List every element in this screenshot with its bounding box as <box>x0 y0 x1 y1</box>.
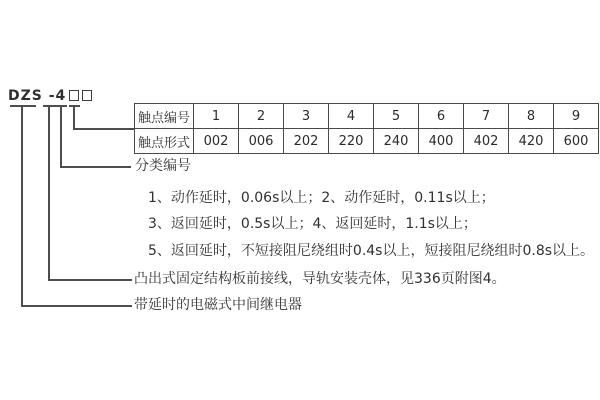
contact-form-cell: 400 <box>419 129 464 154</box>
contact-form-header: 触点形式 <box>135 129 194 154</box>
contact-number-cell: 6 <box>419 104 464 129</box>
connector-bar-prefix <box>10 105 36 107</box>
connector-line-to-relay-type <box>21 305 132 307</box>
connector-stem-prefix <box>21 105 23 307</box>
connector-line-to-table <box>73 128 136 130</box>
contact-form-row <box>135 129 599 154</box>
model-code-text: DZS -4 <box>8 88 67 104</box>
contact-form-cell: 240 <box>374 129 419 154</box>
note-line-2: 3、返回延时，0.5s以上；4、返回延时，1.1s以上； <box>148 216 477 232</box>
note-line-1: 1、动作延时，0.06s以上；2、动作延时，0.11s以上； <box>148 190 495 206</box>
model-placeholder-box-1 <box>69 90 79 101</box>
contact-form-cell: 220 <box>329 129 374 154</box>
connector-line-to-classification <box>60 166 131 168</box>
contacts-table <box>134 103 599 154</box>
model-code <box>8 88 92 104</box>
contact-number-cell: 9 <box>554 104 599 129</box>
contact-number-cell: 3 <box>284 104 329 129</box>
contact-number-cell: 8 <box>509 104 554 129</box>
contact-number-cell: 4 <box>329 104 374 129</box>
relay-type-label: 带延时的电磁式中间继电器 <box>134 297 302 313</box>
contact-form-cell: 202 <box>284 129 329 154</box>
note-line-3: 5、返回延时，不短接阻尼绕组时0.4s以上，短接阻尼绕组时0.8s以上。 <box>148 243 595 259</box>
contact-form-cell: 420 <box>509 129 554 154</box>
connector-line-to-mounting <box>48 279 132 281</box>
contact-number-cell: 7 <box>464 104 509 129</box>
contact-number-row <box>135 104 599 129</box>
connector-stem-box1 <box>60 105 62 168</box>
contact-form-cell: 006 <box>239 129 284 154</box>
contact-number-cell: 2 <box>239 104 284 129</box>
classification-label: 分类编号 <box>135 158 191 174</box>
contact-form-cell: 402 <box>464 129 509 154</box>
connector-bar-dash4 <box>43 105 57 107</box>
contact-number-header: 触点编号 <box>135 104 194 129</box>
contact-form-cell: 002 <box>194 129 239 154</box>
contact-number-cell: 5 <box>374 104 419 129</box>
contact-number-cell: 1 <box>194 104 239 129</box>
model-placeholder-box-2 <box>82 90 92 101</box>
mounting-label: 凸出式固定结构板前接线，导轨安装壳体，见336页附图4。 <box>134 271 506 287</box>
connector-stem-box2 <box>73 105 75 130</box>
contact-form-cell: 600 <box>554 129 599 154</box>
connector-stem-dash4 <box>48 105 50 281</box>
